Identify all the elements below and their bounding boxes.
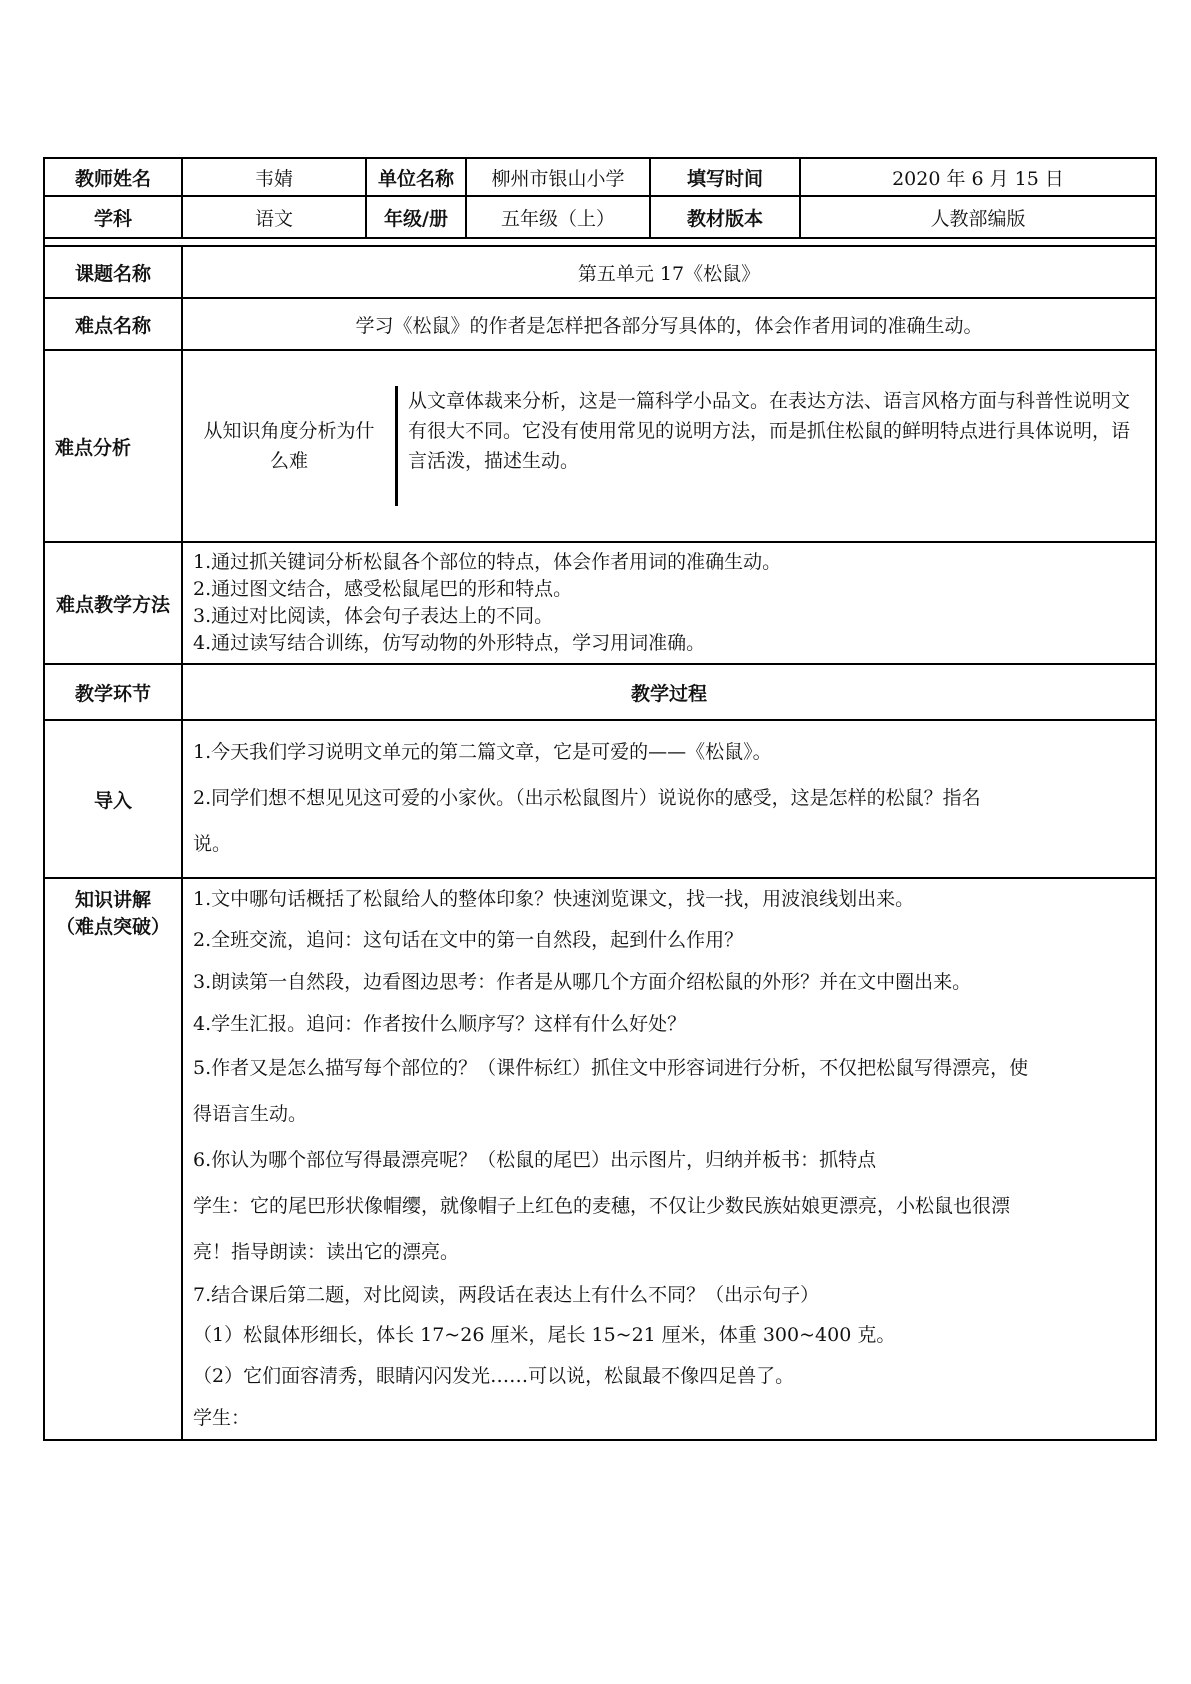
- knowledge-line: 6.你认为哪个部位写得最漂亮呢？（松鼠的尾巴）出示图片，归纳并板书：抓特点: [193, 1149, 877, 1171]
- analysis-subtable: [183, 386, 1155, 506]
- knowledge-line: （1）松鼠体形细长，体长 17~26 厘米，尾长 15~21 厘米，体重 300~400 克。: [193, 1324, 896, 1346]
- knowledge-line: 2.全班交流，追问：这句话在文中的第一自然段，起到什么作用？: [193, 929, 744, 951]
- edition-label: 教材版本: [650, 196, 800, 238]
- intro-line: 说。: [193, 833, 232, 855]
- intro-line: 1.今天我们学习说明文单元的第二篇文章，它是可爱的——《松鼠》。: [193, 741, 772, 763]
- knowledge-line: 7.结合课后第二题，对比阅读，两段话在表达上有什么不同？（出示句子）: [193, 1284, 820, 1306]
- difficulty-value: 学习《松鼠》的作者是怎样把各部分写具体的，体会作者用词的准确生动。: [182, 298, 1156, 350]
- row-difficulty: [44, 298, 1156, 350]
- difficulty-label: 难点名称: [44, 298, 182, 350]
- analysis-sub-label: 从知识角度分析为什么难: [183, 386, 397, 506]
- methods-list: [182, 542, 1156, 664]
- knowledge-label-line1: 知识讲解: [74, 889, 151, 911]
- teacher-value: 韦婧: [182, 158, 366, 196]
- row-methods: [44, 542, 1156, 664]
- intro-label: 导入: [44, 720, 182, 878]
- edition-value: 人教部编版: [800, 196, 1156, 238]
- knowledge-line: 4.学生汇报。追问：作者按什么顺序写？这样有什么好处？: [193, 1013, 687, 1035]
- analysis-text: 从文章体裁来分析，这是一篇科学小品文。在表达方法、语言风格方面与科普性说明文有很大不同。它没有使用常见的说明方法，而是抓住松鼠的鲜明特点进行具体说明，语言活泼，描述生动。: [408, 390, 1131, 472]
- knowledge-label: [44, 878, 182, 1440]
- knowledge-line: 1.文中哪句话概括了松鼠给人的整体印象？快速浏览课文，找一找，用波浪线划出来。: [193, 888, 915, 910]
- date-label: 填写时间: [650, 158, 800, 196]
- row-intro: [44, 720, 1156, 878]
- knowledge-line: 3.朗读第一自然段，边看图边思考：作者是从哪几个方面介绍松鼠的外形？并在文中圈出来。: [193, 971, 972, 993]
- subject-label: 学科: [44, 196, 182, 238]
- process-label: 教学环节: [44, 664, 182, 720]
- knowledge-label-line2: （难点突破）: [55, 916, 170, 938]
- method-item: 4.通过读写结合训练，仿写动物的外形特点，学习用词准确。: [193, 632, 706, 654]
- unit-label: 单位名称: [366, 158, 466, 196]
- row-subject: [44, 196, 1156, 238]
- row-knowledge: [44, 878, 1156, 1440]
- row-process-header: [44, 664, 1156, 720]
- knowledge-line: 亮！指导朗读：读出它的漂亮。: [193, 1241, 460, 1263]
- knowledge-line: 得语言生动。: [193, 1103, 308, 1125]
- grade-label: 年级/册: [366, 196, 466, 238]
- teacher-label: 教师姓名: [44, 158, 182, 196]
- lesson-plan-page: [43, 157, 1155, 1441]
- row-teacher: [44, 158, 1156, 196]
- analysis-label: 难点分析: [44, 350, 182, 542]
- unit-value: 柳州市银山小学: [466, 158, 650, 196]
- lesson-plan-table: [43, 157, 1157, 1441]
- row-topic: [44, 246, 1156, 298]
- methods-label: 难点教学方法: [44, 542, 182, 664]
- knowledge-line: 学生：: [193, 1407, 251, 1429]
- date-value: 2020 年 6 月 15 日: [800, 158, 1156, 196]
- grade-value: 五年级（上）: [466, 196, 650, 238]
- knowledge-line: 学生：它的尾巴形状像帽缨，就像帽子上红色的麦穗，不仅让少数民族姑娘更漂亮，小松鼠也很漂: [193, 1195, 1011, 1217]
- subject-value: 语文: [182, 196, 366, 238]
- topic-value: 第五单元 17《松鼠》: [182, 246, 1156, 298]
- knowledge-text: [182, 878, 1156, 1440]
- method-item: 1.通过抓关键词分析松鼠各个部位的特点，体会作者用词的准确生动。: [193, 551, 782, 573]
- row-analysis: [44, 350, 1156, 542]
- method-item: 2.通过图文结合，感受松鼠尾巴的形和特点。: [193, 578, 573, 600]
- knowledge-line: 5.作者又是怎么描写每个部位的？（课件标红）抓住文中形容词进行分析，不仅把松鼠写得漂亮，使: [193, 1057, 1029, 1079]
- method-item: 3.通过对比阅读，体会句子表达上的不同。: [193, 605, 554, 627]
- process-title: 教学过程: [182, 664, 1156, 720]
- topic-label: 课题名称: [44, 246, 182, 298]
- intro-text: [182, 720, 1156, 878]
- intro-line: 2.同学们想不想见见这可爱的小家伙。（出示松鼠图片）说说你的感受，这是怎样的松鼠？指名: [193, 787, 981, 809]
- knowledge-line: （2）它们面容清秀，眼睛闪闪发光……可以说，松鼠最不像四足兽了。: [193, 1365, 795, 1387]
